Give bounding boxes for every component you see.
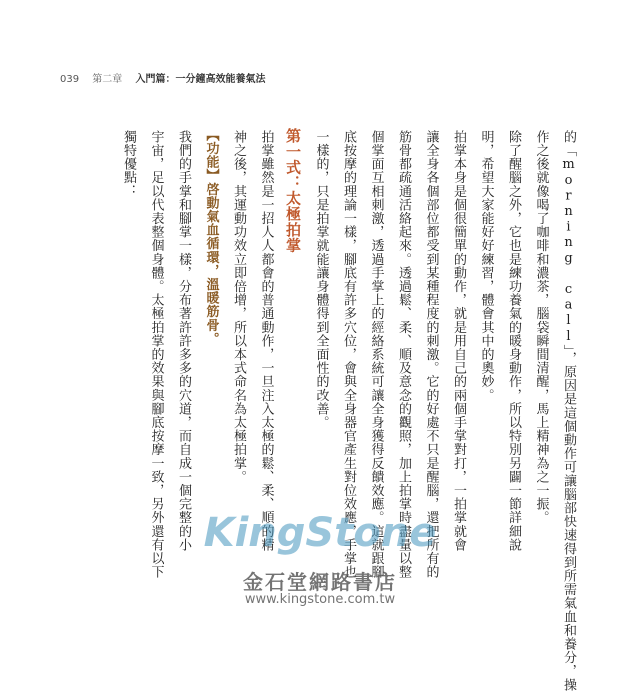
running-header bbox=[60, 70, 275, 85]
page-number: 039 bbox=[60, 74, 80, 85]
text-column: 拍掌雖然是一招人人都會的普通動作，一旦注入太極的鬆、柔、順的精 bbox=[258, 130, 274, 552]
section-heading: 第一式：太極拍掌 bbox=[284, 128, 302, 253]
text-column: 我們的手掌和腳掌一樣，分布著許許多多的穴道，而自成一個完整的小 bbox=[176, 130, 191, 552]
text-column: 讓全身各個部位都受到某種程度的刺激。它的好處不只是醒腦，還把所有的 bbox=[423, 130, 439, 579]
text-column: 神之後，其運動功效立即倍增，所以本式命名為太極拍掌。 bbox=[231, 130, 246, 484]
text-column: 一樣的，只是拍掌就能讓身體得到全面性的改善。 bbox=[313, 130, 329, 430]
text-column: 筋骨都疏通活絡起來。透過鬆、柔、順及意念的觀照，加上拍掌時盡量以整 bbox=[396, 130, 411, 579]
text-column: 除了醒腦之外，它也是練功養氣的暖身動作，所以特別另闢一節詳細說 bbox=[506, 130, 521, 552]
function-label: 【功能】啓動氣血循環，溫暖筋骨。 bbox=[203, 128, 219, 346]
chapter-label: 第二章 bbox=[92, 74, 123, 85]
watermark-store-name: 金石堂網路書店 bbox=[243, 570, 397, 594]
text-column: 底按摩的理論一樣，腳底有許多穴位，會與全身器官產生對位效應，手掌也 bbox=[341, 130, 356, 579]
watermark-logo: KingStone bbox=[203, 510, 437, 556]
text-column: 明，希望大家能好好練習，體會其中的奧妙。 bbox=[478, 130, 494, 402]
text-column: 獨特優點： bbox=[121, 130, 136, 198]
text-column: 宇宙，足以代表整個身體。太極拍掌的效果與腳底按摩一致，另外還有以下 bbox=[148, 130, 164, 579]
text-column: 拍掌本身是個很簡單的動作，就是用自己的兩個手掌對打，一拍掌就會 bbox=[451, 130, 466, 552]
text-column: 的「morning call」，原因是這個動作可讓腦部快速得到所需氣血和養分，操 bbox=[561, 130, 576, 692]
section-title: 入門篇：一分鐘高效能養氣法 bbox=[135, 74, 266, 85]
watermark-url: www.kingstone.com.tw bbox=[244, 592, 396, 607]
text-column: 作之後就像喝了咖啡和濃茶，腦袋瞬間清醒，馬上精神為之一振。 bbox=[533, 130, 549, 525]
text-column: 個掌面互相刺激，透過手掌上的經絡系統可讓全身獲得反饋效應。這就跟腳 bbox=[368, 130, 384, 579]
